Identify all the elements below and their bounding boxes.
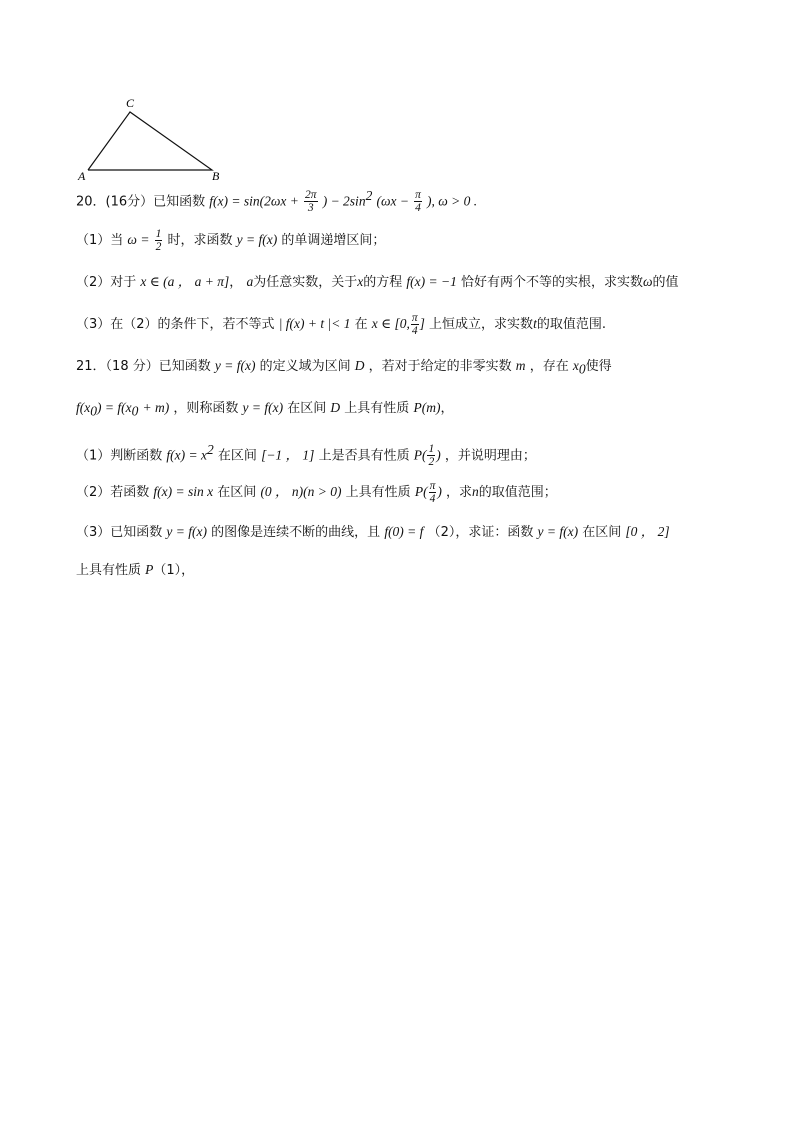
vertex-label-b: B xyxy=(212,169,220,182)
q21-stem-line2: $f(x_0) = f(x_0 + m)$ ，则称函数 y = f(x) 在区间 D 上具有性质 P(m)， xyxy=(76,400,454,419)
vertex-label-a: A xyxy=(78,169,86,182)
q20-formula-c: (ωx − xyxy=(376,193,409,209)
q20-frac-pi-4: $\frac{\pi}{4}$ xyxy=(415,189,421,215)
q21-stem-line1: 21．（18 分）已知函数 y = f(x) 的定义域为区间 D ，若对于给定的非零实数 m ，存在 $x_0$使得 xyxy=(76,358,612,377)
q20-part1: （1）当 ω = $\frac{1}{2}$ 时，求函数 y = f(x) 的单调递增区间； xyxy=(76,228,386,253)
q20-stem: 20．(16分）已知函数 f(x) = sin(2ωx + $\frac{2\pi}{3}$ ) − $2\sin^2$ (ωx − $\frac{\pi}{4}$ ), ω > 0 . xyxy=(76,188,478,215)
q21-part3-line1: （3）已知函数 y = f(x) 的图像是连续不断的曲线，且 f(0) = f （2），求证：函数 y = f(x) 在区间 [0 ， 2] xyxy=(76,524,670,540)
q20-formula-a: f(x) = sin(2ωx + xyxy=(209,193,299,209)
q20-formula-b: ) − 2sin xyxy=(322,193,366,209)
q20-head: 20．(16分）已知函数 xyxy=(76,194,206,210)
triangle-figure xyxy=(70,92,240,182)
q20-p1-frac: $\frac{1}{2}$ xyxy=(155,228,162,253)
q20-part2: （2）对于 x ∈ (a ， a + π]， a为任意实数，关于x的方程 f(x) = −1 恰好有两个不等的实根，求实数ω的值 xyxy=(76,274,679,290)
q20-p3-frac: $\frac{\pi}{4}$ xyxy=(411,312,418,337)
q21-p1-frac: $\frac{1}{2}$ xyxy=(428,443,435,469)
q20-formula-d: ), ω > 0 . xyxy=(427,193,478,209)
vertex-label-c: C xyxy=(126,96,135,110)
q21-part3-line2: 上具有性质 P（1）， xyxy=(76,562,195,578)
q20-frac-2pi-3: $\frac{2\pi}{3}$ xyxy=(305,189,317,215)
q21-p2-frac: $\frac{\pi}{4}$ xyxy=(429,480,436,505)
q20-part3: （3）在（2）的条件下，若不等式 | f(x) + t |< 1 在 x ∈ [0, $\frac{\pi}{4}$ ] 上恒成立，求实数t的取值范围. xyxy=(76,312,606,337)
q21-part2: （2）若函数 f(x) = sin x 在区间 (0 ， n)(n > 0) 上具有性质 P( $\frac{\pi}{4}$ ) ，求n的取值范围； xyxy=(76,480,557,505)
q21-part1: （1）判断函数 $f(x) = x^2$ 在区间 [−1 ， 1] 上是否具有性质 P( $\frac{1}{2}$ ) ，并说明理由； xyxy=(76,442,536,469)
